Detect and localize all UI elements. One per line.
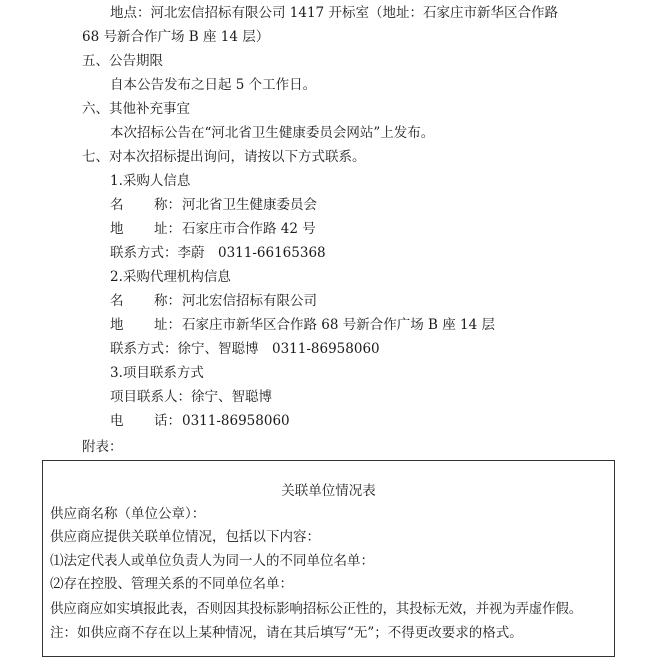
table-line-2: 供应商应提供关联单位情况，包括以下内容： [50,529,320,545]
agency-address-row [110,315,495,335]
purchaser-contact-row [110,243,326,263]
agency-name-label: 名 称： [110,293,181,309]
purchaser-title: 1.采购人信息 [110,173,191,189]
section-6-heading: 六、其他补充事宜 [82,101,190,117]
project-phone-value: 0311-86958060 [182,413,290,429]
location-line-1: 地点：河北宏信招标有限公司 1417 开标室（地址：石家庄市新华区合作路 [110,5,558,21]
table-title: 关联单位情况表 [281,483,376,499]
location-line-2: 68 号新合作广场 B 座 14 层） [82,29,270,45]
agency-contact-label: 联系方式： [110,341,178,357]
purchaser-contact-value: 李蔚 0311-66165368 [177,245,326,261]
agency-contact-value: 徐宁、智聪博 0311-86958060 [177,341,380,357]
section-5-text: 自本公告发布之日起 5 个工作日。 [110,77,317,93]
purchaser-address-row [110,219,316,239]
appendix-label: 附表： [82,439,123,455]
project-person-label: 项目联系人： [110,389,191,405]
table-line-4: ⑵存在控股、管理关系的不同单位名单： [50,576,293,592]
project-person-value: 徐宁、智聪博 [191,389,272,405]
table-line-1: 供应商名称（单位公章）： [50,506,206,522]
project-title: 3.项目联系方式 [110,365,204,381]
table-line-3: ⑴法定代表人或单位负责人为同一人的不同单位名单： [50,553,374,569]
agency-name-row [110,291,317,311]
purchaser-address-value: 石家庄市合作路 42 号 [182,221,316,237]
agency-address-label: 地 址： [110,317,181,333]
agency-name-value: 河北宏信招标有限公司 [182,293,317,309]
purchaser-contact-label: 联系方式： [110,245,178,261]
project-person-row [110,387,272,407]
project-phone-row [110,411,290,431]
agency-title: 2.采购代理机构信息 [110,269,231,285]
purchaser-name-label: 名 称： [110,197,181,213]
section-7-heading: 七、对本次招标提出询问，请按以下方式联系。 [82,149,366,165]
agency-address-value: 石家庄市新华区合作路 68 号新合作广场 B 座 14 层 [182,317,496,333]
purchaser-address-label: 地 址： [110,221,181,237]
table-line-5: 供应商应如实填报此表，否则因其投标影响招标公正性的，其投标无效，并视为弄虚作假。 [50,601,582,617]
section-5-heading: 五、公告期限 [82,53,163,69]
section-6-text: 本次招标公告在“河北省卫生健康委员会网站”上发布。 [110,125,435,141]
purchaser-name-value: 河北省卫生健康委员会 [182,197,317,213]
agency-contact-row [110,339,380,359]
related-units-table [42,460,615,657]
table-line-6: 注：如供应商不存在以上某种情况，请在其后填写“无”；不得更改要求的格式。 [50,625,523,641]
project-phone-label: 电 话： [110,413,181,429]
purchaser-name-row [110,195,317,215]
